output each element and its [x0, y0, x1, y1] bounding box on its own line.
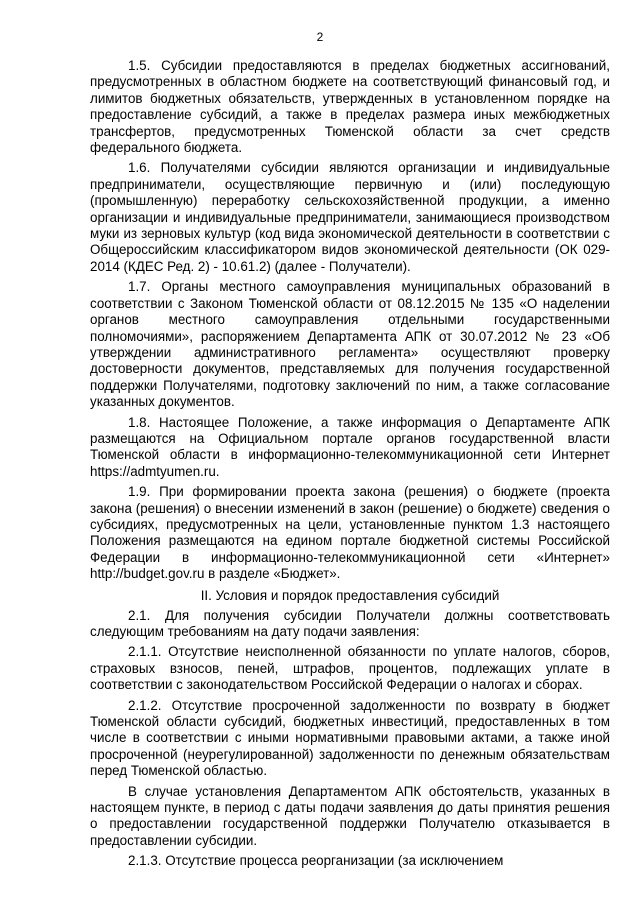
paragraph-2-1-2-note: В случае установления Департаментом АПК обстоятельств, указанных в настоящем пункте, в период с даты подачи заявления до даты принятия решения о предоставлении государственной поддержки Получателю отказывается в предоставлении субсидии.: [90, 783, 610, 848]
paragraph-1-7: 1.7. Органы местного самоуправления муниципальных образований в соответствии с Законом Тюменской области от 08.12.2015 № 135 «О наделении органов местного самоуправления отдельными государственными полномочиями», распоряжением Департамента АПК от 30.07.2012 № 23 «Об утверждении административного регламента» осуществляют проверку достоверности документов, представляемых для получения государственной поддержки Получателями, подготовку заключений по ним, а также согласование указанных документов.: [90, 279, 610, 410]
paragraph-1-8: 1.8. Настоящее Положение, а также информация о Департаменте АПК размещаются на Официальном портале органов государственной власти Тюменской области в информационно-телекоммуникационной сети Интернет https://admtyumen.ru.: [90, 414, 610, 479]
section-heading: II. Условия и порядок предоставления субсидий: [200, 587, 500, 603]
paragraph-1-5: 1.5. Субсидии предоставляются в пределах бюджетных ассигнований, предусмотренных в областном бюджете на соответствующий финансовый год, и лимитов бюджетных обязательств, утвержденных в установленном порядке на предоставление субсидий, а также в пределах размера иных межбюджетных трансфертов, предусмотренных Тюменской области за счет средств федерального бюджета.: [90, 58, 610, 156]
document-body: [90, 58, 610, 874]
paragraph-2-1-3: 2.1.3. Отсутствие процесса реорганизации (за исключением: [128, 853, 504, 869]
paragraph-1-6: 1.6. Получателями субсидии являются организации и индивидуальные предприниматели, осуществляющие первичную и (или) последующую (промышленную) переработку сельскохозяйственной продукции, а именно организации и индивидуальные предприниматели, занимающиеся производством муки из зерновых культур (код вида экономической деятельности в соответствии с Общероссийским классификатором видов экономической деятельности (ОК 029-2014 (КДЕС Ред. 2) - 10.61.2) (далее - Получатели).: [90, 160, 610, 274]
page-number: 2: [316, 30, 324, 44]
paragraph-2-1: 2.1. Для получения субсидии Получатели должны соответствовать следующим требованиям на дату подачи заявления:: [90, 607, 610, 639]
paragraph-2-1-2: 2.1.2. Отсутствие просроченной задолженности по возврату в бюджет Тюменской области субсидий, бюджетных инвестиций, предоставленных в том числе в соответствии с иными нормативными правовыми актами, а также иной просроченной (неурегулированной) задолженности по денежным обязательствам перед Тюменской областью.: [90, 697, 610, 779]
paragraph-1-9: 1.9. При формировании проекта закона (решения) о бюджете (проекта закона (решения) о внесении изменений в закон (решение) о бюджете) сведения о субсидиях, предусмотренных на цели, установленные пунктом 1.3 настоящего Положения размещаются на едином портале бюджетной системы Российской Федерации в информационно-телекоммуникационной сети «Интернет» http://budget.gov.ru в разделе «Бюджет».: [90, 484, 610, 582]
paragraph-2-1-1: 2.1.1. Отсутствие неисполненной обязанности по уплате налогов, сборов, страховых взносов, пеней, штрафов, процентов, подлежащих уплате в соответствии с законодательством Российской Федерации о налогах и сборах.: [90, 644, 610, 693]
